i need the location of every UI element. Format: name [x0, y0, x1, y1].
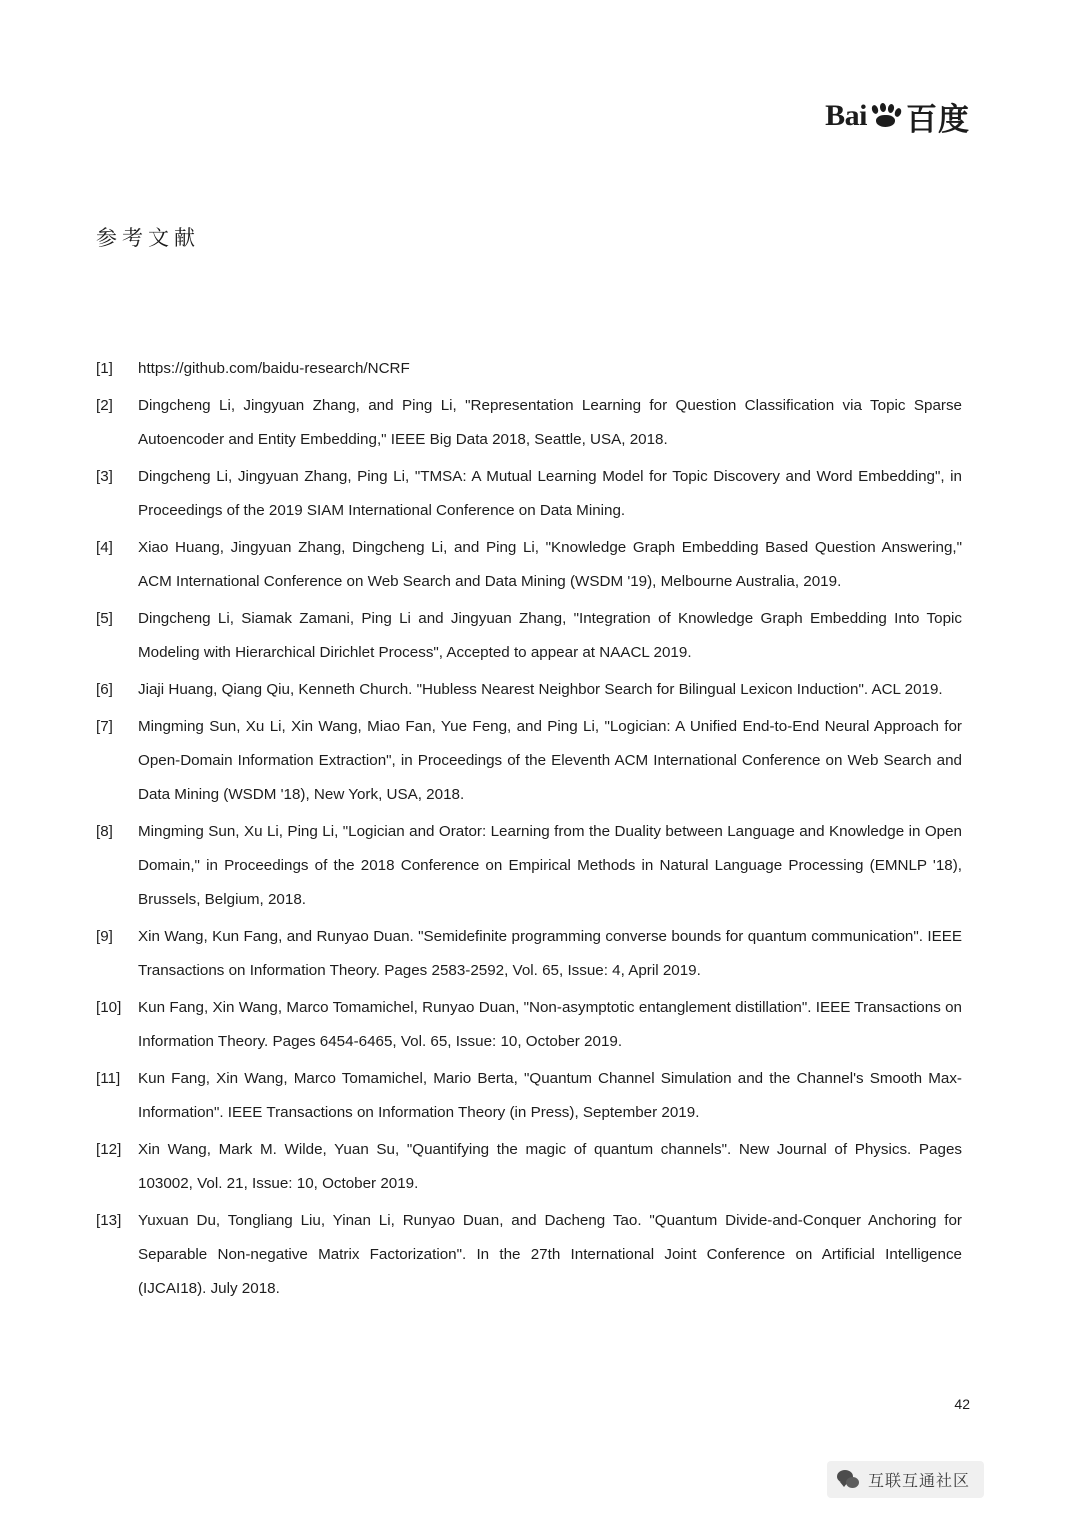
reference-text[interactable]: https://github.com/baidu-research/NCRF — [138, 360, 410, 377]
reference-text: Yuxuan Du, Tongliang Liu, Yinan Li, Runyao Duan, and Dacheng Tao. "Quantum Divide-and-Conquer Anchoring for Separable Non-negative Matrix Factorization". In the 27th International Joint Conference on Artificial Intelligence (IJCAI18). July 2018. — [138, 1212, 962, 1297]
list-item — [96, 815, 962, 917]
list-item — [96, 991, 962, 1059]
page-number: 42 — [954, 1396, 970, 1412]
list-item — [96, 389, 962, 457]
list-item — [96, 352, 962, 386]
reference-text: Kun Fang, Xin Wang, Marco Tomamichel, Mario Berta, "Quantum Channel Simulation and the Channel's Smooth Max-Information". IEEE Transactions on Information Theory (in Press), September 2019. — [138, 1070, 962, 1121]
list-item — [96, 710, 962, 812]
reference-number: [8] — [96, 823, 113, 840]
list-item — [96, 673, 962, 707]
reference-number: [10] — [96, 999, 122, 1016]
reference-number: [7] — [96, 718, 113, 735]
list-item — [96, 920, 962, 988]
reference-text: Kun Fang, Xin Wang, Marco Tomamichel, Runyao Duan, "Non-asymptotic entanglement distillation". IEEE Transactions on Information Theory. Pages 6454-6465, Vol. 65, Issue: 10, October 2019. — [138, 999, 962, 1050]
reference-number: [5] — [96, 610, 113, 627]
logo-latin-text: Bai — [825, 99, 867, 132]
baidu-paw-icon — [871, 103, 901, 129]
community-badge-label: 互联互通社区 — [867, 1471, 970, 1490]
list-item — [96, 602, 962, 670]
reference-text: Xin Wang, Kun Fang, and Runyao Duan. "Semidefinite programming converse bounds for quantum communication". IEEE Transactions on Information Theory. Pages 2583-2592, Vol. 65, Issue: 4, April 2019. — [138, 928, 962, 979]
reference-number: [9] — [96, 928, 113, 945]
list-item — [96, 1062, 962, 1130]
wechat-icon — [837, 1470, 860, 1490]
reference-text: Xin Wang, Mark M. Wilde, Yuan Su, "Quantifying the magic of quantum channels". New Journal of Physics. Pages 103002, Vol. 21, Issue: 10, October 2019. — [138, 1141, 962, 1192]
reference-number: [2] — [96, 397, 113, 414]
reference-text: Dingcheng Li, Siamak Zamani, Ping Li and Jingyuan Zhang, "Integration of Knowledge Graph Embedding Into Topic Modeling with Hierarchical Dirichlet Process", Accepted to appear at NAACL 2019. — [138, 610, 962, 661]
reference-number: [4] — [96, 539, 113, 556]
reference-text: Mingming Sun, Xu Li, Ping Li, "Logician and Orator: Learning from the Duality between Language and Knowledge in Open Domain," in Proceedings of the 2018 Conference on Empirical Methods in Natural Language Processing (EMNLP '18), Brussels, Belgium, 2018. — [138, 823, 962, 908]
list-item — [96, 1204, 962, 1306]
reference-number: [12] — [96, 1141, 122, 1158]
reference-number: [1] — [96, 360, 113, 377]
reference-text: Mingming Sun, Xu Li, Xin Wang, Miao Fan, Yue Feng, and Ping Li, "Logician: A Unified End-to-End Neural Approach for Open-Domain Information Extraction", in Proceedings of the Eleventh ACM International Conference on Web Search and Data Mining (WSDM '18), New York, USA, 2018. — [138, 718, 962, 803]
reference-text: Jiaji Huang, Qiang Qiu, Kenneth Church. "Hubless Nearest Neighbor Search for Bilingual Lexicon Induction". ACL 2019. — [138, 681, 943, 698]
reference-text: Dingcheng Li, Jingyuan Zhang, and Ping Li, "Representation Learning for Question Classification via Topic Sparse Autoencoder and Entity Embedding," IEEE Big Data 2018, Seattle, USA, 2018. — [138, 397, 962, 448]
reference-text: Xiao Huang, Jingyuan Zhang, Dingcheng Li, and Ping Li, "Knowledge Graph Embedding Based Question Answering," ACM International Conference on Web Search and Data Mining (WSDM '19), Melbourne Australia, 2019. — [138, 539, 962, 590]
reference-text: Dingcheng Li, Jingyuan Zhang, Ping Li, "TMSA: A Mutual Learning Model for Topic Discovery and Word Embedding", in Proceedings of the 2019 SIAM International Conference on Data Mining. — [138, 468, 962, 519]
baidu-logo — [825, 95, 970, 137]
reference-number: [6] — [96, 681, 113, 698]
reference-list — [96, 352, 962, 1309]
list-item — [96, 1133, 962, 1201]
page-title: 参考文献 — [96, 226, 200, 250]
reference-number: [11] — [96, 1070, 121, 1087]
reference-number: [3] — [96, 468, 113, 485]
reference-number: [13] — [96, 1212, 122, 1229]
list-item — [96, 531, 962, 599]
list-item — [96, 460, 962, 528]
community-badge — [827, 1461, 984, 1498]
logo-chinese-text: 百度 — [906, 101, 970, 138]
